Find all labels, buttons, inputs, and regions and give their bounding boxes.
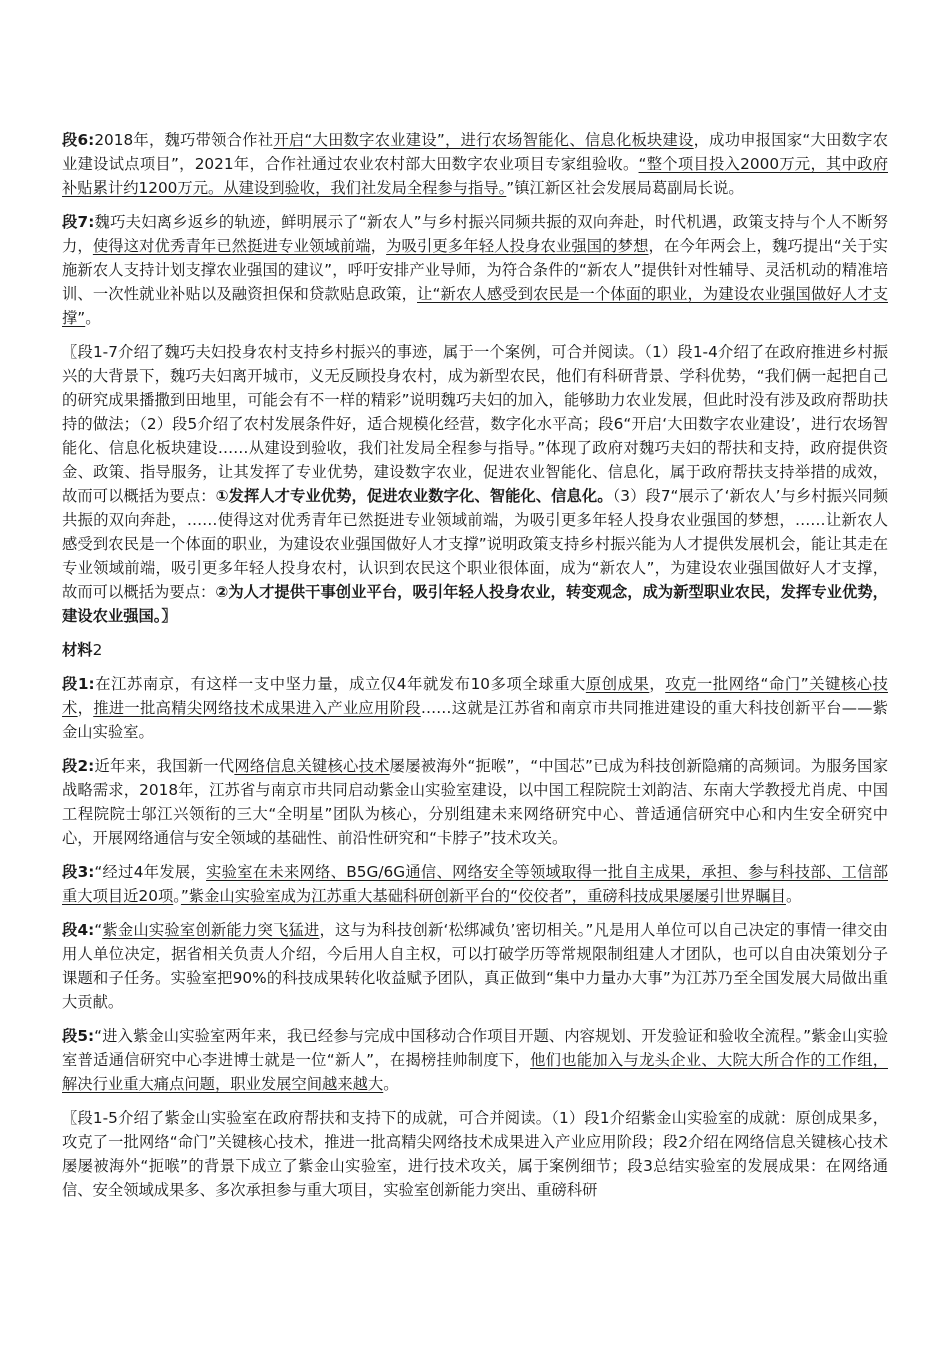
paragraph-label: 段4: bbox=[62, 921, 95, 939]
underlined-text: ”紫金山实验室成为江苏重大基础科研创新平台的“佼佼者”，重磅科技成果屡屡引世界瞩目 bbox=[180, 887, 786, 905]
paragraph-label: 段3: bbox=[62, 863, 95, 881]
underlined-text: 让“新农人感受到农民是一个体面的职业，为建设农业强国做好人才支撑” bbox=[62, 285, 888, 327]
paragraph-label: 段7: bbox=[62, 213, 95, 231]
key-point-2: ②为人才提供干事创业平台，吸引年轻人投身农业，转变观念，成为新型职业农民，发挥专业优势，建设农业强国。〗 bbox=[62, 583, 888, 625]
paragraph-7: 段7:魏巧夫妇离乡返乡的轨迹，鲜明展示了“新农人”与乡村振兴同频共振的双向奔赴，时代机遇，政策支持与个人不断努力，使得这对优秀青年已然挺进专业领域前端，为吸引更多年轻人投身农业强国的梦想，在今年两会上，魏巧提出“关于实施新农人支持计划支撑农业强国的建议”，呼吁安排产业导师，为符合条件的“新农人”提供针对性辅导、灵活机动的精准培训、一次性就业补贴以及融资担保和贷款贴息政策，让“新农人感受到农民是一个体面的职业，为建设农业强国做好人才支撑”。 bbox=[62, 213, 888, 327]
material2-paragraph-5: 段5:“进入紫金山实验室两年来，我已经参与完成中国移动合作项目开题、内容规划、开发验证和验收全流程。”紫金山实验室普适通信研究中心李进博士就是一位“新人”，在揭榜挂帅制度下，他们也能加入与龙头企业、大院大所合作的工作组，解决行业重大痛点问题，职业发展空间越来越大。 bbox=[62, 1027, 889, 1093]
paragraph-label: 段6: bbox=[62, 131, 95, 149]
paragraph-label: 段2: bbox=[62, 757, 95, 775]
underlined-text: 他们也能加入与龙头企业、大院大所合作的工作组，解决行业重大痛点问题，职业发展空间越来越大 bbox=[62, 1051, 888, 1093]
underlined-text: 为吸引更多年轻人投身农业强国的梦想 bbox=[386, 237, 649, 255]
underlined-text: 使得这对优秀青年已然挺进专业领域前端 bbox=[92, 237, 371, 255]
underlined-text: 推进一批高精尖网络技术成果进入产业应用阶段 bbox=[93, 699, 421, 717]
analysis-block-2: 〖段1-5介绍了紫金山实验室在政府帮扶和支持下的成就，可合并阅读。（1）段1介绍紫金山实验室的成就：原创成果多，攻克了一批网络“命门”关键核心技术，推进一批高精尖网络技术成果进入产业应用阶段；段2介绍在网络信息关键核心技术屡屡被海外“扼喉”的背景下成立了紫金山实验室，进行技术攻关，属于案例细节；段3总结实验室的发展成果：在网络通信、安全领域成果多、多次承担参与重大项目，实验室创新能力突出、重磅科研 bbox=[62, 1109, 888, 1199]
underlined-text: 原创成果 bbox=[585, 675, 650, 693]
material2-paragraph-1: 段1:在江苏南京，有这样一支中坚力量，成立仅4年就发布10多项全球重大原创成果，攻克一批网络“命门”关键核心技术，推进一批高精尖网络技术成果进入产业应用阶段……这就是江苏省和南京市共同推进建设的重大科技创新平台——紫金山实验室。 bbox=[62, 675, 888, 741]
underlined-text: 开启“大田数字农业建设”，进行农场智能化、信息化板块建设 bbox=[273, 131, 694, 149]
underlined-text: 网络信息关键核心技术 bbox=[234, 757, 390, 775]
paragraph-label: 段5: bbox=[62, 1027, 95, 1045]
underlined-text: 紫金山实验室创新能力突飞猛进 bbox=[102, 921, 320, 939]
paragraph-label: 段1: bbox=[62, 675, 95, 693]
document-page bbox=[62, 128, 888, 1212]
material2-paragraph-3: 段3:“经过4年发展，实验室在未来网络、B5G/6G通信、网络安全等领域取得一批自主成果，承担、参与科技部、工信部重大项目近20项。”紫金山实验室成为江苏重大基础科研创新平台的“佼佼者”，重磅科技成果屡屡引世界瞩目。 bbox=[62, 863, 888, 905]
material-2-heading: 材料2 bbox=[62, 641, 103, 659]
material2-paragraph-4: 段4:“紫金山实验室创新能力突飞猛进，这与为科技创新‘松绑减负’密切相关。”凡是用人单位可以自己决定的事情一律交由用人单位决定，据省相关负责人介绍，今后用人自主权，可以打破学历等常规限制组建人才团队，也可以自由决策划分子课题和子任务。实验室把90%的科技成果转化收益赋予团队，真正做到“集中力量办大事”为江苏乃至全国发展大局做出重大贡献。 bbox=[62, 921, 888, 1011]
underlined-text: 实验室在未来网络、B5G/6G通信、网络安全等领域取得一批自主成果，承担、参与科技部、工信部重大项目近20项 bbox=[62, 863, 888, 905]
analysis-block-1: 〖段1-7介绍了魏巧夫妇投身农村支持乡村振兴的事迹，属于一个案例，可合并阅读。（1）段1-4介绍了在政府推进乡村振兴的大背景下，魏巧夫妇离开城市，义无反顾投身农村，成为新型农民，他们有科研背景、学科优势，“我们俩一起把自己的研究成果播撒到田地里，可能会有不一样的精彩”说明魏巧夫妇的加入，能够助力农业发展，但此时没有涉及政府帮助扶持的做法；（2）段5介绍了农村发展条件好，适合规模化经营，数字化水平高；段6“开启‘大田数字农业建设’，进行农场智能化、信息化板块建设……从建设到验收，我们社发局全程参与指导。”体现了政府对魏巧夫妇的帮扶和支持，政府提供资金、政策、指导服务，让其发挥了专业优势，建设数字农业，促进农业智能化、信息化，属于政府帮扶支持举措的成效，故而可以概括为要点：①发挥人才专业优势，促进农业数字化、智能化、信息化。（3）段7“展示了‘新农人’与乡村振兴同频共振的双向奔赴，……使得这对优秀青年已然挺进专业领域前端，为吸引更多年轻人投身农业强国的梦想，……让新农人感受到农民是一个体面的职业，为建设农业强国做好人才支撑”说明政策支持乡村振兴能为人才提供发展机会，能让其走在专业领域前端，吸引更多年轻人投身农村，认识到农民这个职业很体面，成为“新农人”，为建设农业强国做好人才支撑，故而可以概括为要点：②为人才提供干事创业平台，吸引年轻人投身农业，转变观念，成为新型职业农民，发挥专业优势，建设农业强国。〗 bbox=[62, 343, 888, 625]
paragraph-6: 段6:2018年，魏巧带领合作社开启“大田数字农业建设”，进行农场智能化、信息化板块建设，成功申报国家“大田数字农业建设试点项目”，2021年，合作社通过农业农村部大田数字农业项目专家组验收。“整个项目投入2000万元，其中政府补贴累计约1200万元。从建设到验收，我们社发局全程参与指导。”镇江新区社会发展局葛副局长说。 bbox=[62, 131, 888, 197]
underlined-text: 攻克一批网络“命门”关键核心技术 bbox=[62, 675, 888, 717]
underlined-text: “整个项目投入2000万元，其中政府补贴累计约1200万元。从建设到验收，我们社发局全程参与指导。 bbox=[62, 155, 888, 197]
key-point-1: ①发挥人才专业优势，促进农业数字化、智能化、信息化。 bbox=[215, 487, 613, 505]
material2-paragraph-2: 段2:近年来，我国新一代网络信息关键核心技术屡屡被海外“扼喉”，“中国芯”已成为科技创新隐痛的高频词。为服务国家战略需求，2018年，江苏省与南京市共同启动紫金山实验室建设，以中国工程院院士刘韵洁、东南大学教授尤肖虎、中国工程院院士邬江兴领衔的三大“全明星”团队为核心，分别组建未来网络研究中心、普适通信研究中心和内生安全研究中心，开展网络通信与安全领域的基础性、前沿性研究和“卡脖子”技术攻关。 bbox=[62, 757, 888, 847]
